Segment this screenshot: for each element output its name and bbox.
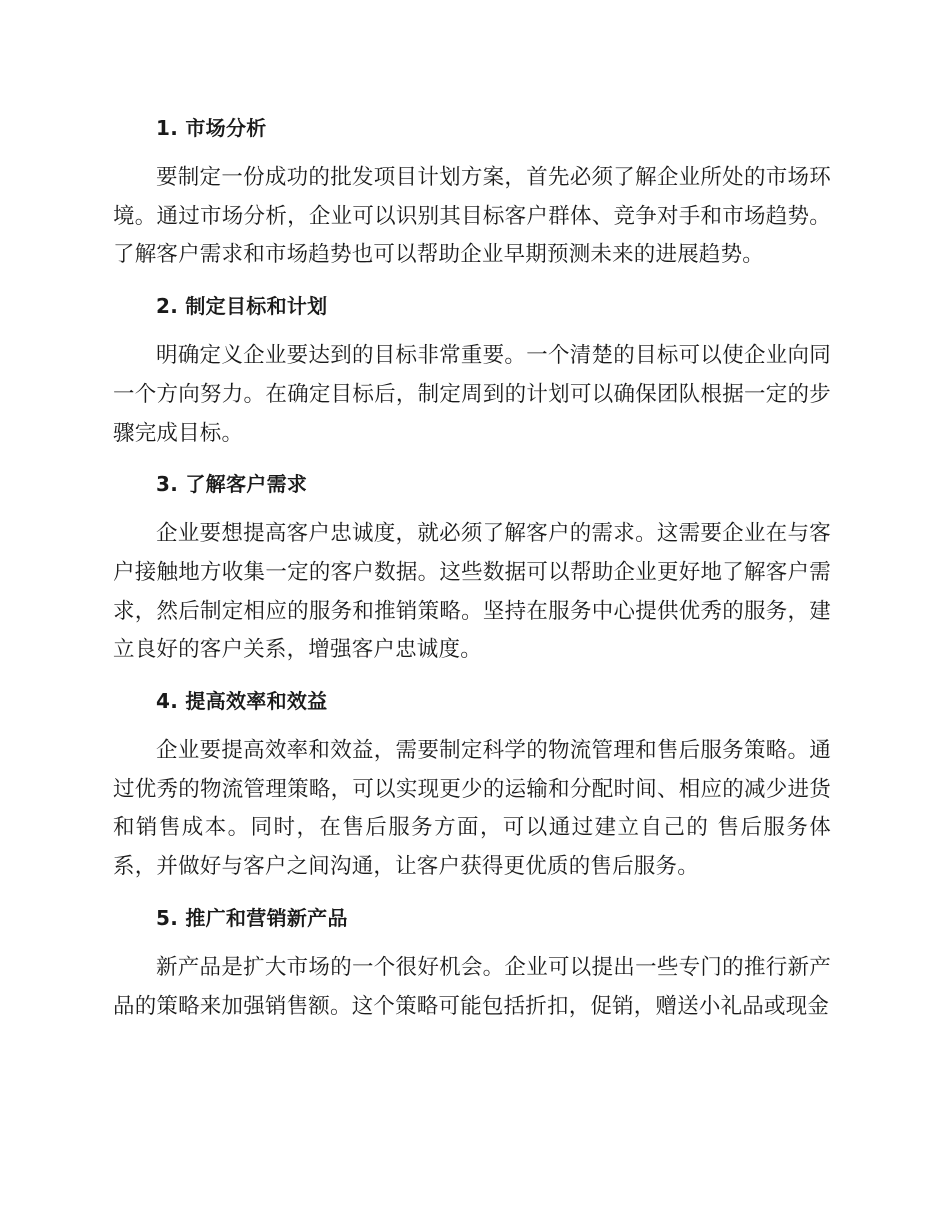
section-paragraph-market-analysis: 要制定一份成功的批发项目计划方案，首先必须了解企业所处的市场环境。通过市场分析，企业可以识别其目标客户群体、竞争对手和市场趋势。了解客户需求和市场趋势也可以帮助企业早期预测未来的进展趋势。	[113, 165, 831, 268]
document-body	[113, 110, 831, 1039]
section-heading-goals-and-plans: 2. 制定目标和计划	[156, 294, 328, 319]
section-paragraph-efficiency: 企业要提高效率和效益，需要制定科学的物流管理和售后服务策略。通过优秀的物流管理策略，可以实现更少的运输和分配时间、相应的减少进货和销售成本。同时，在售后服务方面，可以通过建立自己的 售后服务体系，并做好与客户之间沟通，让客户获得更优质的售后服务。	[113, 738, 831, 880]
section-heading-market-analysis: 1. 市场分析	[156, 116, 267, 140]
section-paragraph-new-products: 新产品是扩大市场的一个很好机会。企业可以提出一些专门的推行新产品的策略来加强销售额。这个策略可能包括折扣，促销，赠送小礼品或现金	[113, 954, 831, 1019]
section-heading-customer-needs: 3. 了解客户需求	[156, 472, 308, 497]
section-heading-efficiency: 4. 提高效率和效益	[156, 689, 328, 714]
section-paragraph-goals-and-plans: 明确定义企业要达到的目标非常重要。一个清楚的目标可以使企业向同一个方向努力。在确定目标后，制定周到的计划可以确保团队根据一定的步骤完成目标。	[113, 343, 831, 446]
section-heading-new-products: 5. 推广和营销新产品	[156, 905, 348, 930]
section-paragraph-customer-needs: 企业要想提高客户忠诚度，就必须了解客户的需求。这需要企业在与客户接触地方收集一定的客户数据。这些数据可以帮助企业更好地了解客户需求，然后制定相应的服务和推销策略。坚持在服务中心提供优秀的服务，建立良好的客户关系，增强客户忠诚度。	[113, 521, 831, 663]
